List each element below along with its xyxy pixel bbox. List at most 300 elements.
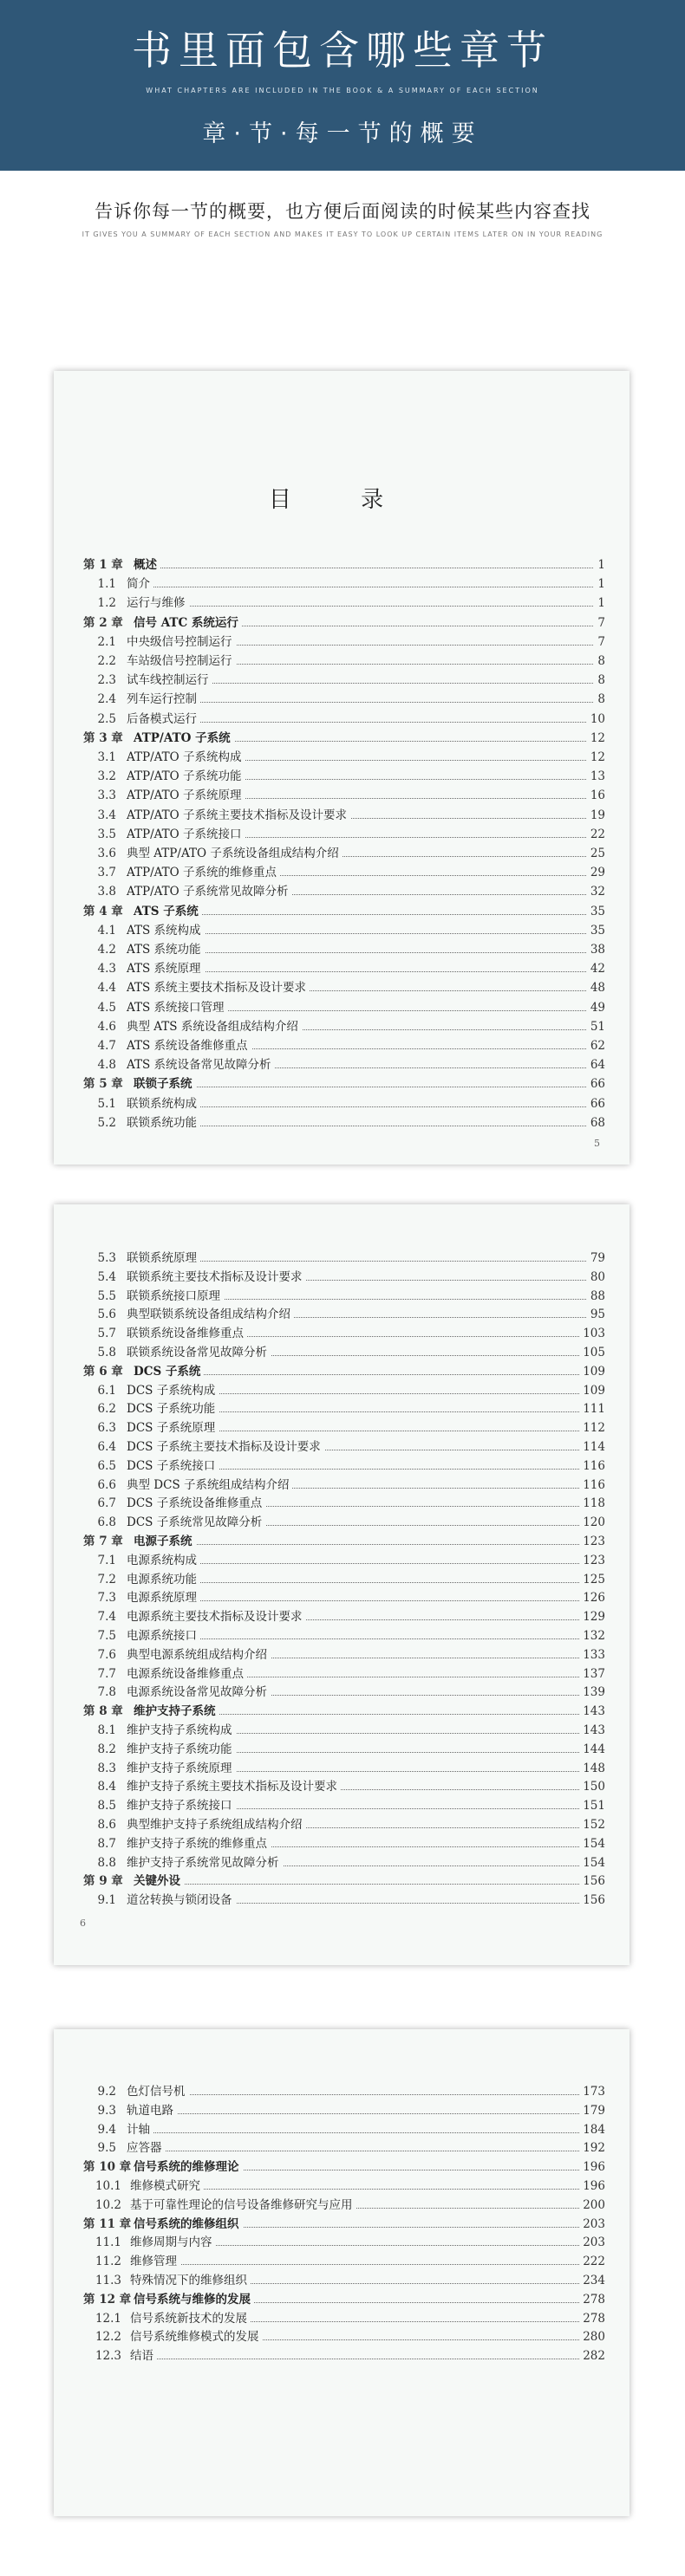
toc-entry-title: ATS 子系统	[134, 903, 202, 921]
toc-entry-page: 278	[579, 2310, 605, 2328]
toc-entry-title: 列车运行控制	[127, 691, 200, 709]
toc-leader-dots	[132, 1638, 603, 1639]
toc-section-row	[54, 1571, 630, 1589]
toc-leader-dots	[140, 1544, 603, 1545]
toc-entry-title: 典型维护支持子系统组成结构介绍	[127, 1816, 306, 1834]
toc-leader-dots	[132, 722, 603, 723]
toc-entry-page: 80	[587, 1269, 605, 1287]
toc-entry-page: 123	[579, 1533, 605, 1551]
toc-entry-page: 49	[587, 999, 605, 1017]
toc-section-row	[54, 1037, 630, 1055]
toc-chapter-row	[54, 2216, 630, 2234]
toc-section-row	[54, 2253, 630, 2271]
toc-entry-page: 105	[579, 1344, 605, 1362]
toc-leader-dots	[132, 606, 603, 607]
toc-leader-dots	[132, 1563, 603, 1564]
toc-section-row	[54, 2102, 630, 2120]
toc-entry-page: 192	[579, 2139, 605, 2157]
header-banner	[0, 0, 685, 171]
toc-section-row	[54, 941, 630, 959]
toc-entry-page: 132	[579, 1627, 605, 1645]
toc-section-row	[54, 2121, 630, 2139]
toc-entry-number: 2.5	[97, 711, 116, 726]
toc-entry-page: 148	[579, 1760, 605, 1778]
toc-entry-page: 196	[579, 2158, 605, 2177]
toc-entry-title: 联锁系统功能	[127, 1114, 200, 1132]
toc-entry-page: 8	[594, 691, 605, 709]
toc-entry-number: 3.5	[97, 827, 116, 841]
toc-entry-page: 16	[587, 787, 605, 805]
toc-entry-number: 3.8	[97, 885, 116, 899]
toc-section-row	[54, 1457, 630, 1476]
toc-chapter-row	[54, 1703, 630, 1721]
toc-entry-number: 4.2	[97, 943, 116, 957]
toc-entry-title: ATS 系统原理	[127, 960, 205, 978]
toc-section-row	[54, 1684, 630, 1702]
toc-section-row	[54, 633, 630, 652]
toc-entry-title: 联锁系统构成	[127, 1095, 200, 1113]
toc-entry-number: 2.3	[97, 673, 116, 688]
toc-entry-number: 5.7	[97, 1327, 116, 1341]
toc-entry-title: 典型 ATS 系统设备组成结构介绍	[127, 1018, 302, 1036]
toc-entry-title: 关键外设	[134, 1872, 184, 1891]
toc-section-row	[54, 768, 630, 786]
toc-entry-page: 196	[579, 2177, 605, 2196]
page-number: 6	[80, 1917, 86, 1929]
toc-section-row	[54, 1438, 630, 1457]
toc-section-row	[54, 652, 630, 671]
toc-entry-number: 5.8	[97, 1346, 116, 1359]
toc-entry-page: 48	[587, 979, 605, 997]
toc-entry-title: 电源系统设备常见故障分析	[127, 1684, 271, 1702]
toc-entry-number: 6.1	[97, 1383, 116, 1398]
toc-entry-number: 第 8 章	[83, 1704, 123, 1719]
toc-entry-page: 68	[587, 1114, 605, 1132]
toc-entry-title: 简介	[127, 575, 153, 594]
toc-heading: 目 录	[268, 487, 415, 513]
toc-entry-page: 7	[594, 614, 605, 633]
toc-section-row	[54, 787, 630, 805]
toc-entry-number: 3.2	[97, 769, 116, 784]
toc-section-row	[54, 826, 630, 844]
toc-entry-number: 3.7	[97, 866, 116, 880]
toc-section-row	[54, 1095, 630, 1113]
toc-entry-title: 联锁系统设备维修重点	[127, 1325, 247, 1343]
toc-section-row	[54, 1325, 630, 1343]
toc-section-row	[54, 864, 630, 882]
toc-entry-title: 维护支持子系统常见故障分析	[127, 1854, 283, 1872]
toc-section-row	[54, 1269, 630, 1287]
toc-entry-title: 信号系统维修模式的发展	[130, 2328, 263, 2346]
intro-text: 告诉你每一节的概要，也方便后面阅读的时候某些内容查找	[95, 201, 590, 222]
toc-entry-page: 129	[579, 1608, 605, 1626]
toc-section-row	[54, 1778, 630, 1796]
toc-entry-number: 7.5	[97, 1629, 116, 1643]
toc-entry-title: ATS 系统设备维修重点	[127, 1037, 251, 1055]
toc-entry-title: DCS 子系统	[134, 1363, 204, 1381]
banner-subtitle-en: WHAT CHAPTERS ARE INCLUDED IN THE BOOK & A SUMMARY OF EACH SECTION	[146, 87, 539, 94]
toc-section-row	[54, 1627, 630, 1645]
toc-entry-title: 后备模式运行	[127, 711, 200, 729]
toc-entry-title: 基于可靠性理论的信号设备维修研究与应用	[130, 2196, 356, 2215]
toc-entry-title: 信号系统的维修组织	[134, 2216, 243, 2234]
toc-entry-number: 6.5	[97, 1458, 116, 1473]
toc-entry-number: 4.4	[97, 981, 116, 996]
toc-entry-title: DCS 子系统构成	[127, 1382, 219, 1400]
toc-entry-title: ATP/ATO 子系统原理	[127, 787, 245, 805]
toc-entry-title: 概述	[134, 556, 160, 574]
toc-leader-dots	[140, 1374, 603, 1375]
toc-section-row	[54, 1665, 630, 1684]
toc-entry-number: 5.6	[97, 1307, 116, 1322]
toc-entry-title: DCS 子系统功能	[127, 1400, 219, 1418]
toc-leader-dots	[132, 2264, 603, 2265]
toc-entry-number: 8.3	[97, 1761, 116, 1775]
toc-entry-number: 第 1 章	[83, 558, 123, 572]
toc-entry-number: 第 2 章	[83, 615, 123, 630]
toc-entry-page: 7	[594, 633, 605, 652]
toc-section-row	[54, 594, 630, 613]
toc-entry-page: 126	[579, 1589, 605, 1607]
toc-entry-number: 第 5 章	[83, 1077, 123, 1092]
toc-section-row	[54, 1741, 630, 1759]
toc-entry-number: 5.3	[97, 1251, 116, 1265]
toc-section-row	[54, 2328, 630, 2346]
toc-entry-number: 10.1	[95, 2179, 121, 2193]
toc-entry-title: 维护支持子系统的维修重点	[127, 1835, 271, 1853]
toc-entry-page: 12	[587, 749, 605, 767]
toc-entry-title: 电源系统主要技术指标及设计要求	[127, 1608, 306, 1626]
toc-entry-title: 信号系统新技术的发展	[130, 2310, 251, 2328]
toc-section-row	[54, 1891, 630, 1910]
toc-entry-page: 154	[579, 1854, 605, 1872]
toc-entry-number: 12.2	[95, 2330, 121, 2345]
toc-entry-title: 维护支持子系统构成	[127, 1722, 236, 1740]
toc-section-row	[54, 1114, 630, 1132]
toc-entry-number: 第 11 章	[83, 2216, 132, 2231]
toc-entry-number: 1.1	[97, 577, 116, 592]
toc-section-row	[54, 2196, 630, 2215]
toc-section-row	[54, 1835, 630, 1853]
toc-entry-title: ATS 系统主要技术指标及设计要求	[127, 979, 310, 997]
toc-entry-page: 156	[579, 1891, 605, 1910]
toc-chapter-row	[54, 1363, 630, 1381]
toc-entry-number: 第 9 章	[83, 1874, 123, 1889]
toc-entry-title: 特殊情况下的维修组织	[130, 2272, 251, 2290]
toc-section-row	[54, 672, 630, 690]
toc-chapter-row	[54, 730, 630, 748]
toc-entry-page: 66	[587, 1095, 605, 1113]
toc-section-row	[54, 922, 630, 940]
toc-entry-number: 7.3	[97, 1591, 116, 1606]
toc-entry-number: 第 12 章	[83, 2292, 132, 2307]
toc-entry-page: 133	[579, 1646, 605, 1664]
banner-tagline: 章·节·每一节的概要	[202, 120, 483, 147]
toc-entry-page: 143	[579, 1703, 605, 1721]
toc-entry-title: 维护支持子系统	[134, 1703, 219, 1721]
toc-chapter-row	[54, 556, 630, 574]
toc-leader-dots	[132, 2132, 603, 2133]
toc-entry-page: 95	[587, 1306, 605, 1324]
toc-entry-title: 结语	[130, 2347, 157, 2365]
toc-entry-page: 234	[579, 2272, 605, 2290]
toc-entry-page: 32	[587, 883, 605, 901]
toc-leader-dots	[132, 2113, 603, 2114]
toc-entry-page: 123	[579, 1552, 605, 1570]
toc-entry-number: 12.1	[95, 2311, 121, 2326]
toc-entry-title: DCS 子系统主要技术指标及设计要求	[127, 1438, 324, 1457]
toc-entry-page: 25	[587, 845, 605, 863]
toc-entry-title: 联锁系统设备常见故障分析	[127, 1344, 271, 1362]
toc-section-row	[54, 845, 630, 863]
toc-entry-number: 7.2	[97, 1572, 116, 1586]
toc-entry-title: 信号系统与维修的发展	[134, 2291, 254, 2309]
toc-chapter-row	[54, 1872, 630, 1891]
toc-entry-title: 维护支持子系统接口	[127, 1797, 236, 1815]
toc-entry-page: 278	[579, 2291, 605, 2309]
toc-entry-page: 280	[579, 2328, 605, 2346]
toc-entry-number: 9.3	[97, 2103, 116, 2118]
toc-entry-number: 7.1	[97, 1553, 116, 1567]
toc-entry-number: 9.1	[97, 1893, 116, 1908]
toc-section-row	[54, 1382, 630, 1400]
toc-entry-number: 9.5	[97, 2141, 116, 2156]
toc-entry-title: 典型 DCS 子系统组成结构介绍	[127, 1476, 292, 1495]
toc-entry-title: 电源系统构成	[127, 1552, 200, 1570]
toc-entry-page: 116	[579, 1457, 605, 1476]
toc-section-row	[54, 2310, 630, 2328]
toc-entry-page: 203	[579, 2216, 605, 2234]
toc-entry-page: 22	[587, 826, 605, 844]
toc-section-row	[54, 575, 630, 594]
toc-entry-title: DCS 子系统原理	[127, 1419, 219, 1437]
toc-leader-dots	[132, 1261, 603, 1262]
toc-section-row	[54, 1760, 630, 1778]
toc-entry-number: 6.6	[97, 1477, 116, 1492]
toc-entry-title: 典型联锁系统设备组成结构介绍	[127, 1306, 294, 1324]
toc-entry-number: 5.4	[97, 1269, 116, 1284]
toc-entry-number: 9.4	[97, 2122, 116, 2137]
toc-section-row	[54, 1419, 630, 1437]
toc-entry-page: 1	[594, 556, 605, 574]
toc-entry-number: 4.5	[97, 1000, 116, 1015]
toc-entry-page: 154	[579, 1835, 605, 1853]
toc-chapter-row	[54, 1075, 630, 1093]
toc-entry-title: ATS 系统设备常见故障分析	[127, 1056, 275, 1074]
toc-page-1	[54, 371, 630, 1165]
toc-entry-title: 联锁子系统	[134, 1075, 196, 1093]
toc-entry-title: 色灯信号机	[127, 2083, 189, 2101]
banner-title: 书里面包含哪些章节	[132, 27, 553, 74]
toc-entry-title: 电源子系统	[134, 1533, 196, 1551]
toc-section-row	[54, 1476, 630, 1495]
toc-entry-number: 6.4	[97, 1440, 116, 1454]
toc-leader-dots	[132, 2094, 603, 2095]
toc-entry-title: 信号系统的维修理论	[134, 2158, 243, 2177]
toc-entry-title: 联锁系统接口原理	[127, 1288, 224, 1306]
toc-section-row	[54, 1797, 630, 1815]
toc-entry-page: 79	[587, 1249, 605, 1268]
toc-entry-page: 88	[587, 1288, 605, 1306]
toc-entry-page: 144	[579, 1741, 605, 1759]
toc-entry-page: 35	[587, 903, 605, 921]
toc-entry-title: 信号 ATC 系统运行	[134, 614, 242, 633]
toc-leader-dots	[132, 1582, 603, 1583]
toc-entry-page: 143	[579, 1722, 605, 1740]
toc-entry-page: 282	[579, 2347, 605, 2365]
toc-entry-page: 35	[587, 922, 605, 940]
toc-entry-number: 6.8	[97, 1515, 116, 1530]
toc-section-row	[54, 1018, 630, 1036]
toc-section-row	[54, 749, 630, 767]
toc-chapter-row	[54, 2158, 630, 2177]
toc-section-row	[54, 1722, 630, 1740]
toc-entry-number: 12.3	[95, 2349, 121, 2364]
toc-entry-page: 109	[579, 1382, 605, 1400]
toc-entry-title: DCS 子系统常见故障分析	[127, 1514, 265, 1532]
toc-entry-title: ATP/ATO 子系统功能	[127, 768, 245, 786]
toc-entry-page: 12	[587, 730, 605, 748]
toc-entry-title: 联锁系统主要技术指标及设计要求	[127, 1269, 306, 1287]
toc-chapter-row	[54, 2291, 630, 2309]
toc-entry-number: 8.1	[97, 1723, 116, 1737]
toc-entry-title: ATS 系统构成	[127, 922, 205, 940]
toc-entry-page: 1	[594, 594, 605, 613]
toc-entry-title: 维护支持子系统主要技术指标及设计要求	[127, 1778, 341, 1796]
toc-entry-page: 200	[579, 2196, 605, 2215]
toc-entry-page: 111	[579, 1400, 605, 1418]
toc-section-row	[54, 2272, 630, 2290]
toc-entry-number: 5.5	[97, 1288, 116, 1303]
toc-section-row	[54, 883, 630, 901]
toc-section-row	[54, 1816, 630, 1834]
toc-entry-title: 联锁系统原理	[127, 1249, 200, 1268]
toc-entry-number: 7.7	[97, 1666, 116, 1681]
page-number: 5	[594, 1138, 600, 1149]
toc-entry-number: 9.2	[97, 2085, 116, 2099]
toc-entry-title: 计轴	[127, 2121, 153, 2139]
toc-entry-number: 8.8	[97, 1855, 116, 1870]
toc-entry-title: 典型电源系统组成结构介绍	[127, 1646, 271, 1664]
toc-section-row	[54, 807, 630, 825]
toc-entry-number: 8.5	[97, 1799, 116, 1814]
toc-entry-title: ATS 系统功能	[127, 941, 205, 959]
toc-entry-number: 11.3	[95, 2274, 121, 2287]
toc-entry-number: 8.2	[97, 1742, 116, 1756]
toc-entry-title: 中央级信号控制运行	[127, 633, 236, 652]
toc-section-row	[54, 2083, 630, 2101]
toc-entry-number: 1.2	[97, 596, 116, 611]
toc-entry-page: 51	[587, 1018, 605, 1036]
toc-section-row	[54, 1495, 630, 1513]
toc-entry-page: 116	[579, 1476, 605, 1495]
toc-entry-title: ATP/ATO 子系统	[134, 730, 234, 748]
toc-entry-page: 125	[579, 1571, 605, 1589]
toc-entry-title: ATP/ATO 子系统主要技术指标及设计要求	[127, 807, 350, 825]
toc-entry-title: 电源系统功能	[127, 1571, 200, 1589]
toc-entry-number: 2.4	[97, 692, 116, 707]
toc-chapter-row	[54, 903, 630, 921]
toc-entry-page: 103	[579, 1325, 605, 1343]
toc-entry-page: 64	[587, 1056, 605, 1074]
toc-section-row	[54, 1056, 630, 1074]
toc-entry-page: 179	[579, 2102, 605, 2120]
toc-entry-number: 第 10 章	[83, 2160, 132, 2175]
toc-section-row	[54, 1589, 630, 1607]
toc-entry-title: 电源系统设备维修重点	[127, 1665, 247, 1684]
toc-section-row	[54, 1552, 630, 1570]
toc-entry-number: 6.2	[97, 1402, 116, 1417]
toc-section-row	[54, 2234, 630, 2252]
toc-entry-title: 维修管理	[130, 2253, 180, 2271]
toc-entry-title: ATP/ATO 子系统接口	[127, 826, 245, 844]
toc-entry-number: 3.6	[97, 847, 116, 860]
toc-section-row	[54, 711, 630, 729]
toc-entry-title: 维修周期与内容	[130, 2234, 216, 2252]
toc-leader-dots	[132, 1600, 603, 1601]
toc-entry-number: 第 6 章	[83, 1364, 123, 1379]
toc-entry-page: 109	[579, 1363, 605, 1381]
toc-entry-title: 维修模式研究	[130, 2177, 204, 2196]
toc-entry-page: 152	[579, 1816, 605, 1834]
toc-entry-number: 4.6	[97, 1019, 116, 1034]
toc-entry-number: 8.6	[97, 1818, 116, 1832]
toc-section-row	[54, 1344, 630, 1362]
toc-chapter-row	[54, 614, 630, 633]
toc-leader-dots	[140, 1884, 603, 1885]
toc-entry-title: 电源系统接口	[127, 1627, 200, 1645]
toc-entry-title: DCS 子系统接口	[127, 1457, 219, 1476]
toc-entry-number: 3.3	[97, 788, 116, 803]
toc-entry-number: 第 4 章	[83, 904, 123, 918]
toc-entry-page: 137	[579, 1665, 605, 1684]
toc-entry-title: 电源系统原理	[127, 1589, 200, 1607]
toc-entry-page: 62	[587, 1037, 605, 1055]
toc-entry-title: 应答器	[127, 2139, 166, 2157]
toc-entry-number: 6.7	[97, 1496, 116, 1511]
toc-entry-number: 第 3 章	[83, 730, 123, 745]
toc-entry-number: 8.7	[97, 1836, 116, 1851]
toc-entry-number: 5.1	[97, 1096, 116, 1111]
toc-section-row	[54, 691, 630, 709]
toc-section-row	[54, 1608, 630, 1626]
toc-section-row	[54, 2139, 630, 2157]
toc-entry-page: 66	[587, 1075, 605, 1093]
toc-section-row	[54, 1646, 630, 1664]
toc-entry-page: 151	[579, 1797, 605, 1815]
toc-section-row	[54, 1514, 630, 1532]
toc-entry-title: 典型 ATP/ATO 子系统设备组成结构介绍	[127, 845, 342, 863]
toc-entry-number: 2.1	[97, 634, 116, 649]
toc-entry-title: 运行与维修	[127, 594, 189, 613]
toc-entry-number: 2.2	[97, 654, 116, 668]
toc-section-row	[54, 1854, 630, 1872]
toc-entry-number: 7.4	[97, 1610, 116, 1625]
toc-entry-title: 维护支持子系统功能	[127, 1741, 236, 1759]
toc-section-row	[54, 1249, 630, 1268]
toc-section-row	[54, 2347, 630, 2365]
toc-entry-page: 13	[587, 768, 605, 786]
toc-entry-page: 150	[579, 1778, 605, 1796]
toc-section-row	[54, 1306, 630, 1324]
toc-page-3	[54, 2029, 630, 2516]
toc-entry-page: 173	[579, 2083, 605, 2101]
toc-entry-title: ATP/ATO 子系统的维修重点	[127, 864, 280, 882]
toc-entry-page: 29	[587, 864, 605, 882]
toc-entry-page: 120	[579, 1514, 605, 1532]
toc-entry-number: 11.2	[95, 2255, 121, 2269]
toc-entry-page: 42	[587, 960, 605, 978]
